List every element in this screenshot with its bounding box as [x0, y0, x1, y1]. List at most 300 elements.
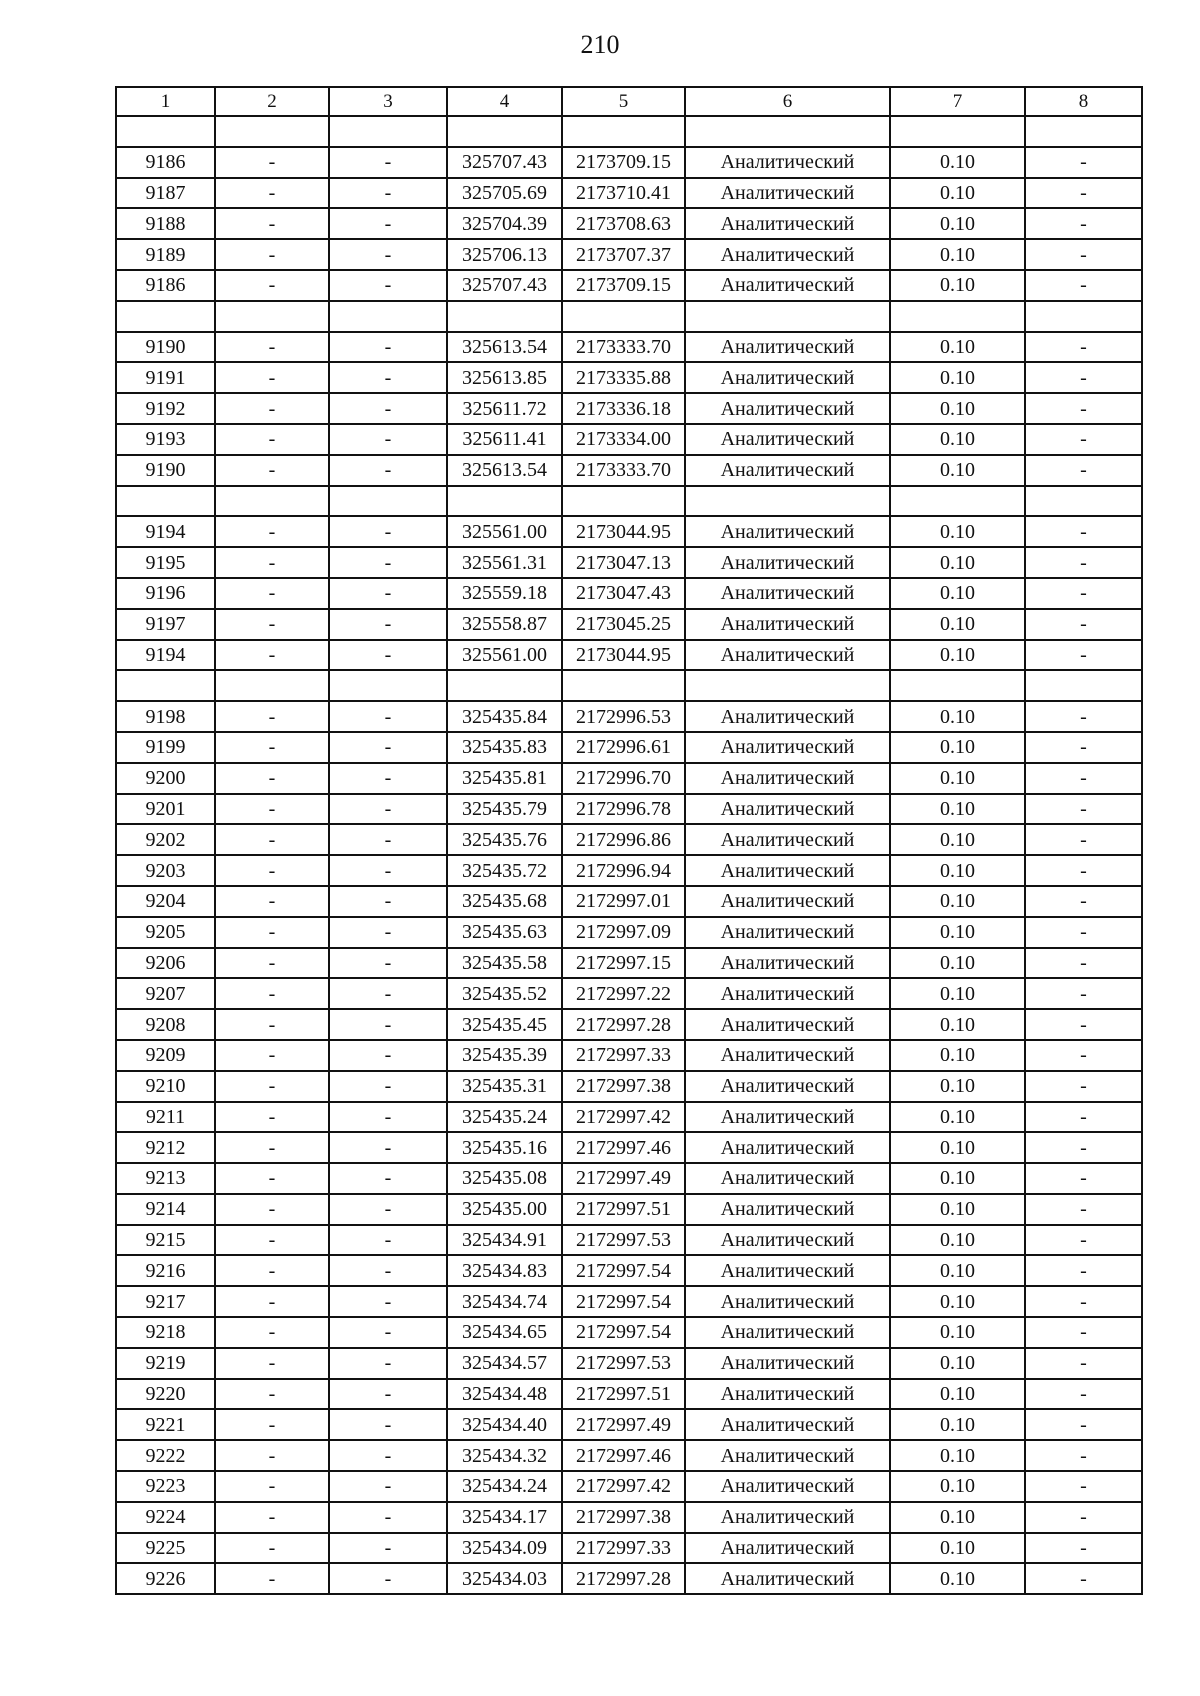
table-cell: 9187	[116, 178, 215, 209]
table-cell: 2172997.33	[562, 1533, 685, 1564]
table-row	[116, 1194, 1142, 1225]
table-row	[116, 763, 1142, 794]
table-cell: -	[329, 1009, 447, 1040]
table-cell: -	[215, 270, 329, 301]
table-cell: 0.10	[890, 948, 1025, 979]
table-cell: 9210	[116, 1071, 215, 1102]
table-cell: -	[215, 208, 329, 239]
table-cell: 325435.63	[447, 917, 562, 948]
table-cell: 2172996.86	[562, 824, 685, 855]
table-cell	[890, 670, 1025, 701]
table-cell: Аналитический	[685, 1194, 890, 1225]
table-cell: 325435.00	[447, 1194, 562, 1225]
table-cell: -	[215, 1255, 329, 1286]
table-cell: 0.10	[890, 701, 1025, 732]
table-cell	[890, 116, 1025, 147]
table-cell: 0.10	[890, 1440, 1025, 1471]
table-cell: 2172996.78	[562, 794, 685, 825]
table-cell: -	[215, 1009, 329, 1040]
column-header: 4	[447, 87, 562, 116]
table-cell: Аналитический	[685, 1071, 890, 1102]
table-cell: 2172997.09	[562, 917, 685, 948]
table-cell: -	[1025, 393, 1142, 424]
table-row	[116, 1502, 1142, 1533]
table-cell: Аналитический	[685, 208, 890, 239]
table-cell: -	[1025, 1194, 1142, 1225]
table-cell: -	[329, 1102, 447, 1133]
table-cell: -	[329, 1317, 447, 1348]
table-cell: 9186	[116, 147, 215, 178]
table-cell: 325434.91	[447, 1225, 562, 1256]
table-cell: -	[1025, 917, 1142, 948]
table-cell: 325707.43	[447, 147, 562, 178]
table-cell: 325435.72	[447, 855, 562, 886]
table-cell: 9225	[116, 1533, 215, 1564]
table-cell: Аналитический	[685, 1102, 890, 1133]
table-cell: Аналитический	[685, 1348, 890, 1379]
table-cell: Аналитический	[685, 332, 890, 363]
table-cell: Аналитический	[685, 1163, 890, 1194]
table-cell: 9218	[116, 1317, 215, 1348]
table-cell: -	[1025, 1102, 1142, 1133]
table-cell: 325558.87	[447, 609, 562, 640]
table-cell: -	[329, 516, 447, 547]
table-cell: 2172997.28	[562, 1009, 685, 1040]
table-cell: -	[215, 1471, 329, 1502]
table-cell: -	[215, 917, 329, 948]
table-cell: Аналитический	[685, 362, 890, 393]
table-cell: -	[1025, 1071, 1142, 1102]
table-cell: 0.10	[890, 239, 1025, 270]
table-cell: 9208	[116, 1009, 215, 1040]
table-cell	[447, 670, 562, 701]
table-cell: 325613.54	[447, 332, 562, 363]
table-cell: -	[215, 1409, 329, 1440]
table-cell: 325434.32	[447, 1440, 562, 1471]
table-cell: Аналитический	[685, 978, 890, 1009]
table-cell: -	[329, 393, 447, 424]
table-cell: Аналитический	[685, 917, 890, 948]
table-cell: 325611.41	[447, 424, 562, 455]
table-cell: 9194	[116, 640, 215, 671]
table-cell: 2172997.22	[562, 978, 685, 1009]
table-cell: Аналитический	[685, 640, 890, 671]
table-cell: -	[329, 1440, 447, 1471]
table-row	[116, 547, 1142, 578]
table-row	[116, 978, 1142, 1009]
table-cell: 9206	[116, 948, 215, 979]
table-cell: 325435.31	[447, 1071, 562, 1102]
table-cell: -	[215, 701, 329, 732]
table-cell: Аналитический	[685, 178, 890, 209]
table-row	[116, 1132, 1142, 1163]
table-cell: 9205	[116, 917, 215, 948]
table-cell: 0.10	[890, 1471, 1025, 1502]
table-cell: Аналитический	[685, 824, 890, 855]
table-cell: -	[329, 640, 447, 671]
table-cell: 0.10	[890, 1040, 1025, 1071]
table-cell: -	[329, 948, 447, 979]
table-cell: 9196	[116, 578, 215, 609]
table-cell: -	[215, 1286, 329, 1317]
table-cell: 9214	[116, 1194, 215, 1225]
table-cell: 0.10	[890, 424, 1025, 455]
table-body	[116, 116, 1142, 1594]
table-cell: -	[1025, 1379, 1142, 1410]
table-cell: 325434.09	[447, 1533, 562, 1564]
table-cell: 325434.40	[447, 1409, 562, 1440]
table-row	[116, 455, 1142, 486]
table-cell: 0.10	[890, 1409, 1025, 1440]
table-cell: 325435.24	[447, 1102, 562, 1133]
table-cell: Аналитический	[685, 1563, 890, 1594]
table-cell: 9195	[116, 547, 215, 578]
table-cell: 9190	[116, 455, 215, 486]
column-header: 6	[685, 87, 890, 116]
table-row	[116, 116, 1142, 147]
table-cell: -	[1025, 640, 1142, 671]
table-cell: -	[1025, 455, 1142, 486]
table-cell: -	[215, 1440, 329, 1471]
table-row	[116, 239, 1142, 270]
table-cell: -	[1025, 1132, 1142, 1163]
table-cell: -	[1025, 239, 1142, 270]
table-cell: 9203	[116, 855, 215, 886]
table-cell: 2172996.70	[562, 763, 685, 794]
table-cell: -	[215, 424, 329, 455]
table-cell: 9204	[116, 886, 215, 917]
table-cell: -	[329, 1255, 447, 1286]
table-cell: 2172997.54	[562, 1317, 685, 1348]
table-cell: -	[215, 1132, 329, 1163]
table-cell: -	[1025, 147, 1142, 178]
table-cell: 9215	[116, 1225, 215, 1256]
table-cell: -	[215, 1533, 329, 1564]
table-cell: -	[215, 763, 329, 794]
table-cell: Аналитический	[685, 270, 890, 301]
table-cell: 0.10	[890, 393, 1025, 424]
table-cell: 0.10	[890, 1286, 1025, 1317]
table-cell: 9201	[116, 794, 215, 825]
table-cell: -	[1025, 701, 1142, 732]
table-row	[116, 1255, 1142, 1286]
table-row	[116, 424, 1142, 455]
table-cell: -	[215, 886, 329, 917]
table-cell: 325434.57	[447, 1348, 562, 1379]
table-cell: -	[1025, 1502, 1142, 1533]
table-cell	[685, 116, 890, 147]
table-cell	[215, 301, 329, 332]
table-row	[116, 1533, 1142, 1564]
table-cell: 2172997.33	[562, 1040, 685, 1071]
table-cell: 9221	[116, 1409, 215, 1440]
table-cell: -	[329, 1071, 447, 1102]
table-cell: -	[329, 1040, 447, 1071]
table-cell: -	[1025, 1255, 1142, 1286]
table-cell: -	[329, 794, 447, 825]
table-cell: Аналитический	[685, 578, 890, 609]
table-cell: Аналитический	[685, 1409, 890, 1440]
table-cell	[1025, 116, 1142, 147]
table-cell: 2172997.49	[562, 1409, 685, 1440]
table-cell: 325434.03	[447, 1563, 562, 1594]
table-cell: -	[215, 1071, 329, 1102]
table-cell: 325435.16	[447, 1132, 562, 1163]
table-cell: 325435.68	[447, 886, 562, 917]
table-cell: 9222	[116, 1440, 215, 1471]
table-cell	[215, 486, 329, 517]
table-cell: Аналитический	[685, 1379, 890, 1410]
column-header: 8	[1025, 87, 1142, 116]
table-cell: Аналитический	[685, 1533, 890, 1564]
table-cell: -	[1025, 178, 1142, 209]
table-row	[116, 917, 1142, 948]
table-cell: 2173047.43	[562, 578, 685, 609]
table-cell: 2172997.54	[562, 1255, 685, 1286]
table-cell: 9186	[116, 270, 215, 301]
table-cell: 325435.81	[447, 763, 562, 794]
table-cell: 2172996.61	[562, 732, 685, 763]
table-cell: 9209	[116, 1040, 215, 1071]
table-cell	[329, 116, 447, 147]
table-row	[116, 1163, 1142, 1194]
table-cell: 0.10	[890, 1317, 1025, 1348]
table-cell: 2172997.38	[562, 1071, 685, 1102]
table-cell: 2172997.53	[562, 1348, 685, 1379]
table-cell: -	[329, 147, 447, 178]
table-cell: -	[215, 609, 329, 640]
table-cell: 325435.79	[447, 794, 562, 825]
table-cell: -	[329, 732, 447, 763]
table-row	[116, 1317, 1142, 1348]
table-cell: 9200	[116, 763, 215, 794]
table-cell: 9223	[116, 1471, 215, 1502]
table-row	[116, 301, 1142, 332]
table-cell: 2173045.25	[562, 609, 685, 640]
table-row	[116, 732, 1142, 763]
table-cell: 2172997.46	[562, 1132, 685, 1163]
table-cell: 9198	[116, 701, 215, 732]
table-cell: 325435.39	[447, 1040, 562, 1071]
table-cell: 9216	[116, 1255, 215, 1286]
table-cell: -	[215, 147, 329, 178]
table-cell: -	[215, 516, 329, 547]
coordinates-table	[115, 86, 1143, 1595]
table-cell: 2173336.18	[562, 393, 685, 424]
table-cell: -	[329, 578, 447, 609]
table-row	[116, 1009, 1142, 1040]
table-cell: -	[1025, 1348, 1142, 1379]
table-row	[116, 1379, 1142, 1410]
table-cell: Аналитический	[685, 886, 890, 917]
table-row	[116, 516, 1142, 547]
table-cell: Аналитический	[685, 609, 890, 640]
table-cell: 325704.39	[447, 208, 562, 239]
table-row	[116, 486, 1142, 517]
table-cell: -	[215, 578, 329, 609]
table-cell: Аналитический	[685, 1440, 890, 1471]
table-row	[116, 824, 1142, 855]
table-cell: -	[215, 855, 329, 886]
table-cell: -	[329, 701, 447, 732]
table-cell: 2172997.15	[562, 948, 685, 979]
table-cell: -	[329, 1286, 447, 1317]
table-cell: 9213	[116, 1163, 215, 1194]
table-cell: 325435.58	[447, 948, 562, 979]
table-cell: 0.10	[890, 362, 1025, 393]
table-row	[116, 1563, 1142, 1594]
table-cell: -	[1025, 208, 1142, 239]
table-cell: Аналитический	[685, 1009, 890, 1040]
table-row	[116, 1348, 1142, 1379]
table-cell: 325561.00	[447, 516, 562, 547]
table-cell	[116, 301, 215, 332]
table-cell: -	[215, 1502, 329, 1533]
table-cell: 2173709.15	[562, 147, 685, 178]
table-row	[116, 1071, 1142, 1102]
table-cell: -	[1025, 1471, 1142, 1502]
table-cell: 325613.85	[447, 362, 562, 393]
table-cell: 325561.00	[447, 640, 562, 671]
table-cell: -	[329, 1563, 447, 1594]
table-cell: 2172996.94	[562, 855, 685, 886]
table-cell: -	[1025, 362, 1142, 393]
table-cell: -	[1025, 424, 1142, 455]
table-cell: -	[1025, 1225, 1142, 1256]
table-cell: 0.10	[890, 1009, 1025, 1040]
table-row	[116, 1409, 1142, 1440]
table-cell: 9224	[116, 1502, 215, 1533]
table-cell: 9199	[116, 732, 215, 763]
table-row	[116, 948, 1142, 979]
table-cell	[685, 486, 890, 517]
table-cell: 2173044.95	[562, 516, 685, 547]
table-cell: -	[1025, 824, 1142, 855]
table-cell: 0.10	[890, 1163, 1025, 1194]
table-cell: 9207	[116, 978, 215, 1009]
table-cell	[685, 301, 890, 332]
table-cell: -	[1025, 1533, 1142, 1564]
table-cell: -	[329, 547, 447, 578]
table-cell: Аналитический	[685, 948, 890, 979]
table-cell: Аналитический	[685, 516, 890, 547]
table-row	[116, 640, 1142, 671]
table-cell: -	[329, 886, 447, 917]
table-cell: -	[1025, 1409, 1142, 1440]
table-cell: 0.10	[890, 763, 1025, 794]
table-cell: 0.10	[890, 516, 1025, 547]
table-cell: -	[329, 362, 447, 393]
table-cell	[116, 116, 215, 147]
table-cell: Аналитический	[685, 1225, 890, 1256]
table-cell: 2172997.49	[562, 1163, 685, 1194]
table-cell: -	[215, 1102, 329, 1133]
table-cell: Аналитический	[685, 763, 890, 794]
table-cell: -	[215, 640, 329, 671]
table-cell: Аналитический	[685, 1502, 890, 1533]
table-cell: 0.10	[890, 1102, 1025, 1133]
table-cell: -	[1025, 578, 1142, 609]
table-cell: -	[215, 239, 329, 270]
table-cell: Аналитический	[685, 239, 890, 270]
table-cell: Аналитический	[685, 1255, 890, 1286]
table-cell	[447, 301, 562, 332]
table-cell: 9212	[116, 1132, 215, 1163]
table-row	[116, 670, 1142, 701]
table-cell: -	[329, 1225, 447, 1256]
table-cell: -	[329, 978, 447, 1009]
table-row	[116, 794, 1142, 825]
table-cell	[447, 116, 562, 147]
table-cell: 0.10	[890, 547, 1025, 578]
table-cell: Аналитический	[685, 455, 890, 486]
table-cell: Аналитический	[685, 1471, 890, 1502]
table-cell: 325435.83	[447, 732, 562, 763]
table-cell: 0.10	[890, 855, 1025, 886]
table-cell: -	[329, 208, 447, 239]
table-cell	[890, 301, 1025, 332]
table-cell: -	[1025, 1440, 1142, 1471]
table-cell: -	[1025, 332, 1142, 363]
table-row	[116, 855, 1142, 886]
table-cell: -	[329, 609, 447, 640]
table-cell: 0.10	[890, 732, 1025, 763]
table-cell: 2173044.95	[562, 640, 685, 671]
table-cell: 0.10	[890, 332, 1025, 363]
table-cell: -	[1025, 855, 1142, 886]
table-cell: -	[1025, 794, 1142, 825]
table-cell: 0.10	[890, 1132, 1025, 1163]
table-cell: 325435.52	[447, 978, 562, 1009]
table-row	[116, 1040, 1142, 1071]
table-cell: Аналитический	[685, 1132, 890, 1163]
table-cell: -	[329, 855, 447, 886]
table-cell: 0.10	[890, 1225, 1025, 1256]
table-cell: 2172997.38	[562, 1502, 685, 1533]
table-cell: Аналитический	[685, 547, 890, 578]
table-cell: 0.10	[890, 178, 1025, 209]
table-cell: 325434.74	[447, 1286, 562, 1317]
table-cell: 0.10	[890, 208, 1025, 239]
table-row	[116, 362, 1142, 393]
table-cell: -	[329, 1379, 447, 1410]
table-cell: -	[329, 332, 447, 363]
table-cell: 9226	[116, 1563, 215, 1594]
table-cell: 9220	[116, 1379, 215, 1410]
table-row	[116, 147, 1142, 178]
table-cell: 0.10	[890, 1348, 1025, 1379]
table-cell: 9197	[116, 609, 215, 640]
table-cell: -	[1025, 270, 1142, 301]
table-cell: -	[1025, 948, 1142, 979]
table-cell: -	[215, 1225, 329, 1256]
table-row	[116, 178, 1142, 209]
table-cell: -	[215, 1194, 329, 1225]
table-cell: -	[1025, 1286, 1142, 1317]
table-cell: -	[215, 1563, 329, 1594]
table-cell: 0.10	[890, 609, 1025, 640]
table-row	[116, 1225, 1142, 1256]
table-cell: -	[329, 917, 447, 948]
table-cell: 0.10	[890, 1071, 1025, 1102]
table-cell: 0.10	[890, 1379, 1025, 1410]
table-cell: -	[329, 239, 447, 270]
table-cell: -	[1025, 886, 1142, 917]
table-cell: -	[215, 1379, 329, 1410]
table-cell	[562, 301, 685, 332]
table-cell: 9202	[116, 824, 215, 855]
table-cell: -	[329, 455, 447, 486]
